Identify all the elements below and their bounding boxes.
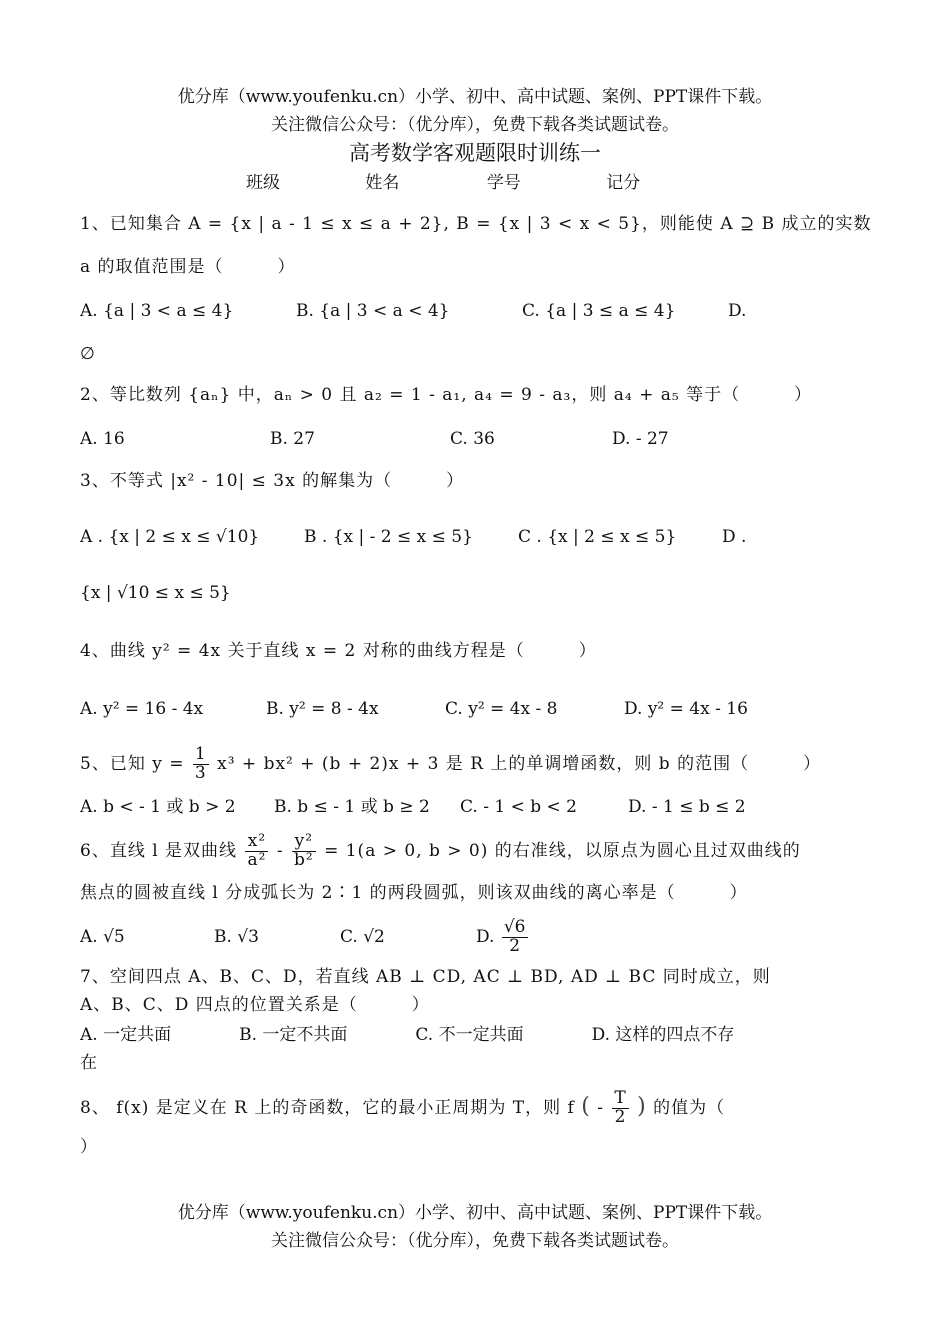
q6-option-d: [476, 914, 530, 960]
q3-stem: 3、不等式 |x² - 10| ≤ 3x 的解集为（ ）: [80, 471, 465, 491]
q5-option-b: B. b ≤ - 1 或 b ≥ 2: [274, 797, 430, 817]
q4-option-a: A. y² = 16 - 4x: [80, 699, 204, 719]
q5-option-a: A. b < - 1 或 b > 2: [80, 797, 236, 817]
q8-argument-sign: -: [597, 1098, 604, 1118]
footer-line-1: 优分库（www.youfenku.cn）小学、初中、高中试题、案例、PPT课件下载。: [177, 1203, 773, 1223]
info-class: 班级: [246, 173, 280, 193]
q4-option-b: B. y² = 8 - 4x: [266, 699, 379, 719]
header-line-1: 优分库（www.youfenku.cn）小学、初中、高中试题、案例、PPT课件下载。: [177, 87, 773, 107]
q6-stem-post: = 1(a > 0, b > 0) 的右准线，以原点为圆心且过双曲线的: [324, 841, 801, 861]
q2-option-a: A. 16: [80, 429, 125, 449]
q6-stem-pre: 6、直线 l 是双曲线: [80, 841, 238, 861]
q8-argument-fraction: [612, 1090, 628, 1127]
q6-stem-line-2: 焦点的圆被直线 l 分成弧长为 2∶1 的两段圆弧，则该双曲线的离心率是（ ）: [80, 883, 748, 903]
q6-stem-line-1: [80, 830, 801, 872]
q8-right-paren: ): [637, 1094, 647, 1119]
q8-stem-line-1: [80, 1086, 725, 1129]
q8-argument-numerator: T: [614, 1088, 627, 1109]
q7-options-cont: 在: [80, 1053, 97, 1073]
q3-option-b: B . {x | - 2 ≤ x ≤ 5}: [304, 527, 473, 547]
q8-stem-post: 的值为（: [653, 1098, 726, 1118]
q6-option-b: B. √3: [214, 927, 259, 947]
q8-left-paren: (: [581, 1094, 591, 1119]
q6-option-a: A. √5: [80, 927, 125, 947]
q3-option-a: A . {x | 2 ≤ x ≤ √10}: [80, 527, 260, 547]
q5-stem: [80, 744, 821, 784]
q4-option-d: D. y² = 4x - 16: [624, 699, 748, 719]
q1-option-c: C. {a | 3 ≤ a ≤ 4}: [522, 301, 676, 321]
q6-fraction-x-numerator: x²: [245, 833, 268, 852]
q6-minus-sign: -: [276, 841, 284, 861]
q1-option-b: B. {a | 3 < a < 4}: [296, 301, 450, 321]
q6-fraction-y: [292, 833, 316, 870]
q2-option-c: C. 36: [450, 429, 495, 449]
q5-stem-post: x³ + bx² + (b + 2)x + 3 是 R 上的单调增函数，则 b 的范围（ ）: [217, 754, 822, 774]
q8-stem-line-2: ）: [80, 1137, 97, 1157]
q1-option-d: D.: [728, 301, 747, 321]
q8-argument-denominator: 2: [614, 1107, 627, 1127]
q6-option-d-fraction: [502, 919, 528, 956]
footer-line-2: 关注微信公众号：（优分库），免费下载各类试题试卷。: [271, 1231, 679, 1251]
q4-option-c: C. y² = 4x - 8: [445, 699, 558, 719]
q1-stem-line-1: 1、已知集合 A = {x | a - 1 ≤ x ≤ a + 2}, B = {x | 3 < x < 5}，则能使 A ⊇ B 成立的实数: [80, 214, 872, 234]
q3-option-d-value: {x | √10 ≤ x ≤ 5}: [80, 583, 231, 603]
q7-options: A. 一定共面 B. 一定不共面 C. 不一定共面 D. 这样的四点不存: [80, 1025, 735, 1045]
q8-stem-pre: 8、 f(x) 是定义在 R 上的奇函数，它的最小正周期为 T，则 f: [80, 1098, 575, 1118]
info-score: 记分: [606, 173, 641, 193]
q6-fraction-y-numerator: y²: [292, 833, 316, 852]
q5-fraction-numerator: 1: [194, 744, 207, 765]
q7-stem-line-1: 7、空间四点 A、B、C、D，若直线 AB ⊥ CD, AC ⊥ BD, AD ⊥ BC 同时成立，则: [80, 967, 771, 987]
q3-option-c: C . {x | 2 ≤ x ≤ 5}: [518, 527, 677, 547]
q5-option-d: D. - 1 ≤ b ≤ 2: [628, 797, 746, 817]
q5-fraction-denominator: 3: [194, 763, 207, 783]
q5-fraction: [193, 746, 209, 783]
q5-option-c: C. - 1 < b < 2: [460, 797, 577, 817]
q1-option-a: A. {a | 3 < a ≤ 4}: [80, 301, 234, 321]
q7-stem-line-2: A、B、C、D 四点的位置关系是（ ）: [80, 995, 430, 1015]
info-id: 学号: [486, 173, 521, 193]
q2-option-d: D. - 27: [612, 429, 669, 449]
q6-option-d-label: D.: [476, 927, 495, 947]
q1-stem-line-2: a 的取值范围是（ ）: [80, 257, 296, 277]
q1-option-d-value: ∅: [80, 344, 95, 364]
q4-stem: 4、曲线 y² = 4x 关于直线 x = 2 对称的曲线方程是（ ）: [80, 641, 597, 661]
q6-option-c: C. √2: [340, 927, 385, 947]
q6-option-d-denominator: 2: [509, 936, 521, 956]
header-line-2: 关注微信公众号：（优分库），免费下载各类试题试卷。: [271, 115, 679, 135]
q6-fraction-x-denominator: a²: [247, 850, 267, 870]
q6-option-d-numerator: √6: [503, 917, 526, 938]
info-name: 姓名: [365, 173, 400, 193]
q6-fraction-y-denominator: b²: [293, 850, 314, 870]
info-row: [246, 172, 640, 194]
q2-stem: 2、等比数列 {aₙ} 中，aₙ > 0 且 a₂ = 1 - a₁, a₄ = 9 - a₃，则 a₄ + a₅ 等于（ ）: [80, 385, 813, 405]
page-title: 高考数学客观题限时训练一: [349, 141, 601, 165]
q3-option-d: D .: [722, 527, 747, 547]
q6-fraction-x: [245, 833, 268, 870]
q5-stem-pre: 5、已知 y =: [80, 754, 185, 774]
q2-option-b: B. 27: [270, 429, 315, 449]
